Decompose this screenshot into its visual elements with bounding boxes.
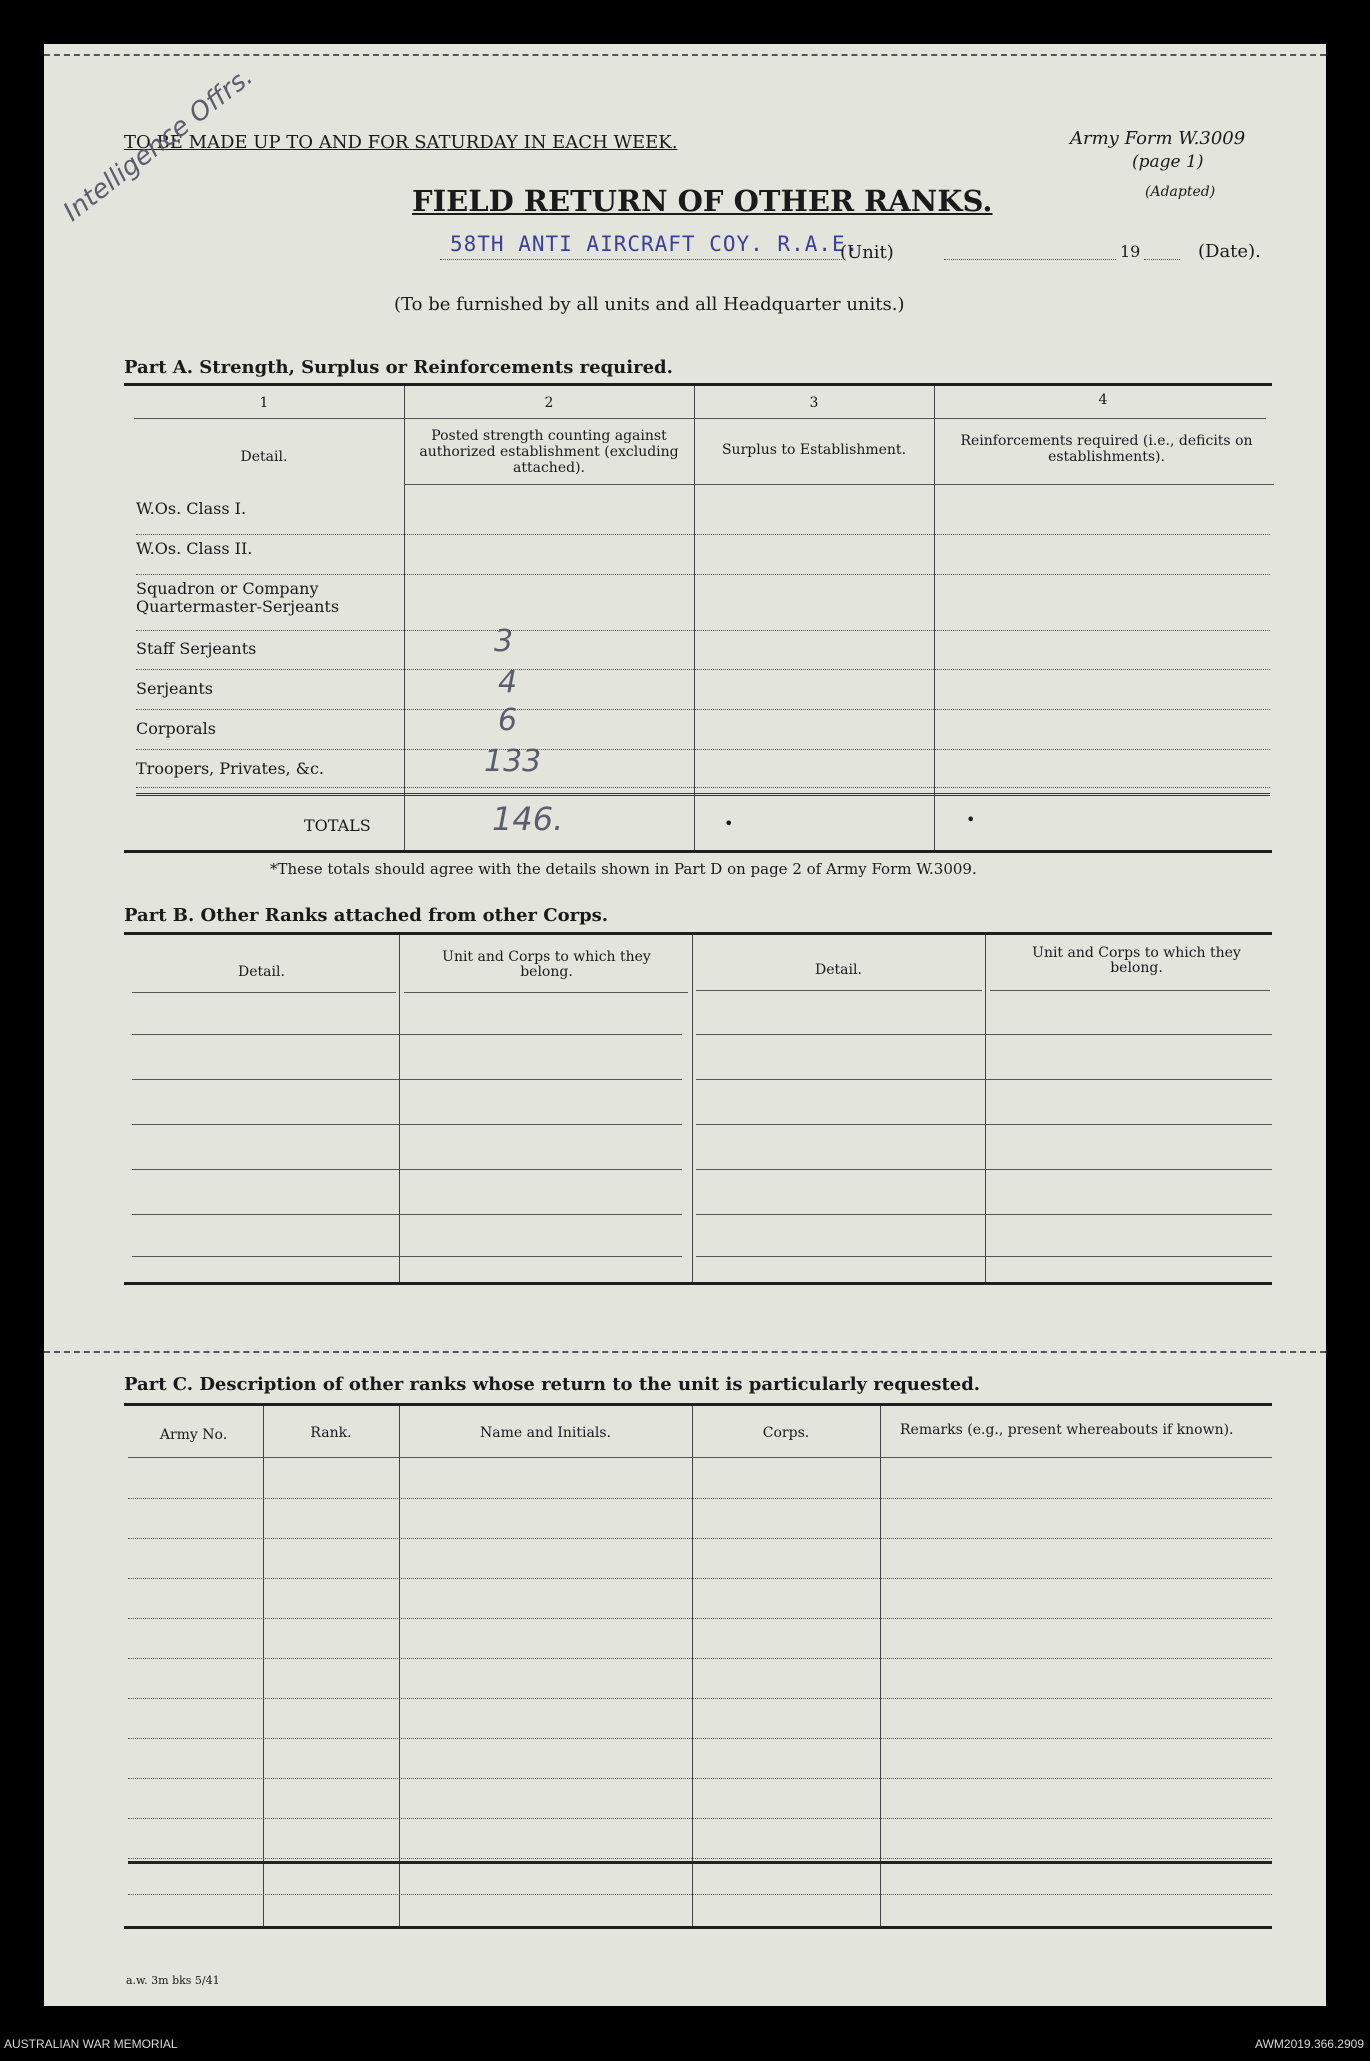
remarks-header: Remarks (e.g., present whereabouts if known).: [900, 1422, 1234, 1438]
page-number: (page 1): [1132, 152, 1204, 172]
margin-note: Intelligence Offrs.: [58, 61, 259, 228]
year-line: [1144, 259, 1180, 260]
totals-strength: 146.: [492, 800, 564, 838]
col-4-number: 4: [1098, 392, 1108, 408]
furnish-note: (To be furnished by all units and all Headquarter units.): [394, 294, 905, 315]
part-a-bottom-rule: [124, 850, 1272, 853]
row-label-cqms: Squadron or Company Quartermaster-Serjeants: [136, 579, 340, 616]
page-title: FIELD RETURN OF OTHER RANKS.: [412, 184, 993, 218]
staff-serjeants-strength: 3: [494, 624, 514, 659]
row-label-troopers: Troopers, Privates, &c.: [136, 759, 325, 778]
unit-label: (Unit): [840, 242, 894, 263]
part-b-top-rule: [124, 932, 1272, 935]
part-a-heading: Part A. Strength, Surplus or Reinforcements required.: [124, 357, 673, 378]
detail-header: Detail.: [240, 449, 288, 465]
strength-header: Posted strength counting against authorized establishment (excluding attached).: [419, 428, 679, 476]
print-code: a.w. 3m bks 5/41: [126, 1974, 220, 1987]
part-a-top-rule: [124, 383, 1272, 386]
perforation-middle: [44, 1351, 1326, 1353]
date-label: (Date).: [1198, 241, 1261, 262]
year-prefix: 19: [1120, 242, 1141, 261]
perforation-top: [44, 54, 1326, 56]
archive-reference: AWM2019.366.2909: [1255, 2037, 1364, 2051]
adapted-label: (Adapted): [1145, 184, 1216, 200]
serjeants-strength: 4: [498, 665, 518, 700]
part-c-bottom-rule: [124, 1926, 1272, 1929]
reinforcements-total-marker: •: [966, 810, 976, 829]
unit-line: [440, 259, 842, 260]
row-label-serjeants: Serjeants: [136, 679, 213, 698]
part-b-detail-header-2: Detail.: [815, 962, 862, 978]
archive-credit: AUSTRALIAN WAR MEMORIAL: [4, 2037, 178, 2051]
row-label-staff-serjeants: Staff Serjeants: [136, 639, 257, 658]
corporals-strength: 6: [498, 703, 518, 738]
corps-header: Corps.: [762, 1425, 810, 1441]
part-b-unit-header-1: Unit and Corps to which they belong.: [442, 949, 651, 980]
name-initials-header: Name and Initials.: [480, 1425, 611, 1441]
row-label-wo-class-2: W.Os. Class II.: [136, 539, 253, 558]
col-1-number: 1: [259, 395, 269, 411]
part-c-top-rule: [124, 1403, 1272, 1406]
reinforcements-header: Reinforcements required (i.e., deficits on establishments).: [960, 433, 1253, 465]
form-number: Army Form W.3009: [1070, 128, 1246, 149]
part-a-footnote: *These totals should agree with the details shown in Part D on page 2 of Army Form W.3009.: [270, 860, 977, 878]
part-b-bottom-rule: [124, 1282, 1272, 1285]
part-c-heading: Part C. Description of other ranks whose return to the unit is particularly requested.: [124, 1374, 981, 1395]
part-b-heading: Part B. Other Ranks attached from other Corps.: [124, 905, 609, 926]
part-b-unit-header-2: Unit and Corps to which they belong.: [1032, 945, 1241, 976]
part-b-detail-header-1: Detail.: [238, 964, 285, 980]
row-label-wo-class-1: W.Os. Class I.: [136, 499, 247, 518]
army-no-header: Army No.: [159, 1427, 228, 1443]
unit-stamp: 58TH ANTI AIRCRAFT COY. R.A.E.: [450, 232, 860, 256]
date-line: [944, 259, 1116, 260]
rank-header: Rank.: [310, 1425, 352, 1441]
surplus-total-marker: •: [724, 814, 734, 833]
col-2-number: 2: [544, 395, 554, 411]
totals-label: TOTALS: [304, 816, 371, 835]
col-3-number: 3: [809, 395, 819, 411]
part-c-subtotal-rule: [128, 1861, 1272, 1864]
row-label-corporals: Corporals: [136, 719, 216, 738]
form-sheet: [44, 44, 1326, 2006]
instruction-text: TO BE MADE UP TO AND FOR SATURDAY IN EACH WEEK.: [124, 132, 678, 153]
totals-rule: [136, 793, 1270, 796]
troopers-strength: 133: [484, 744, 542, 779]
surplus-header: Surplus to Establishment.: [721, 442, 907, 458]
